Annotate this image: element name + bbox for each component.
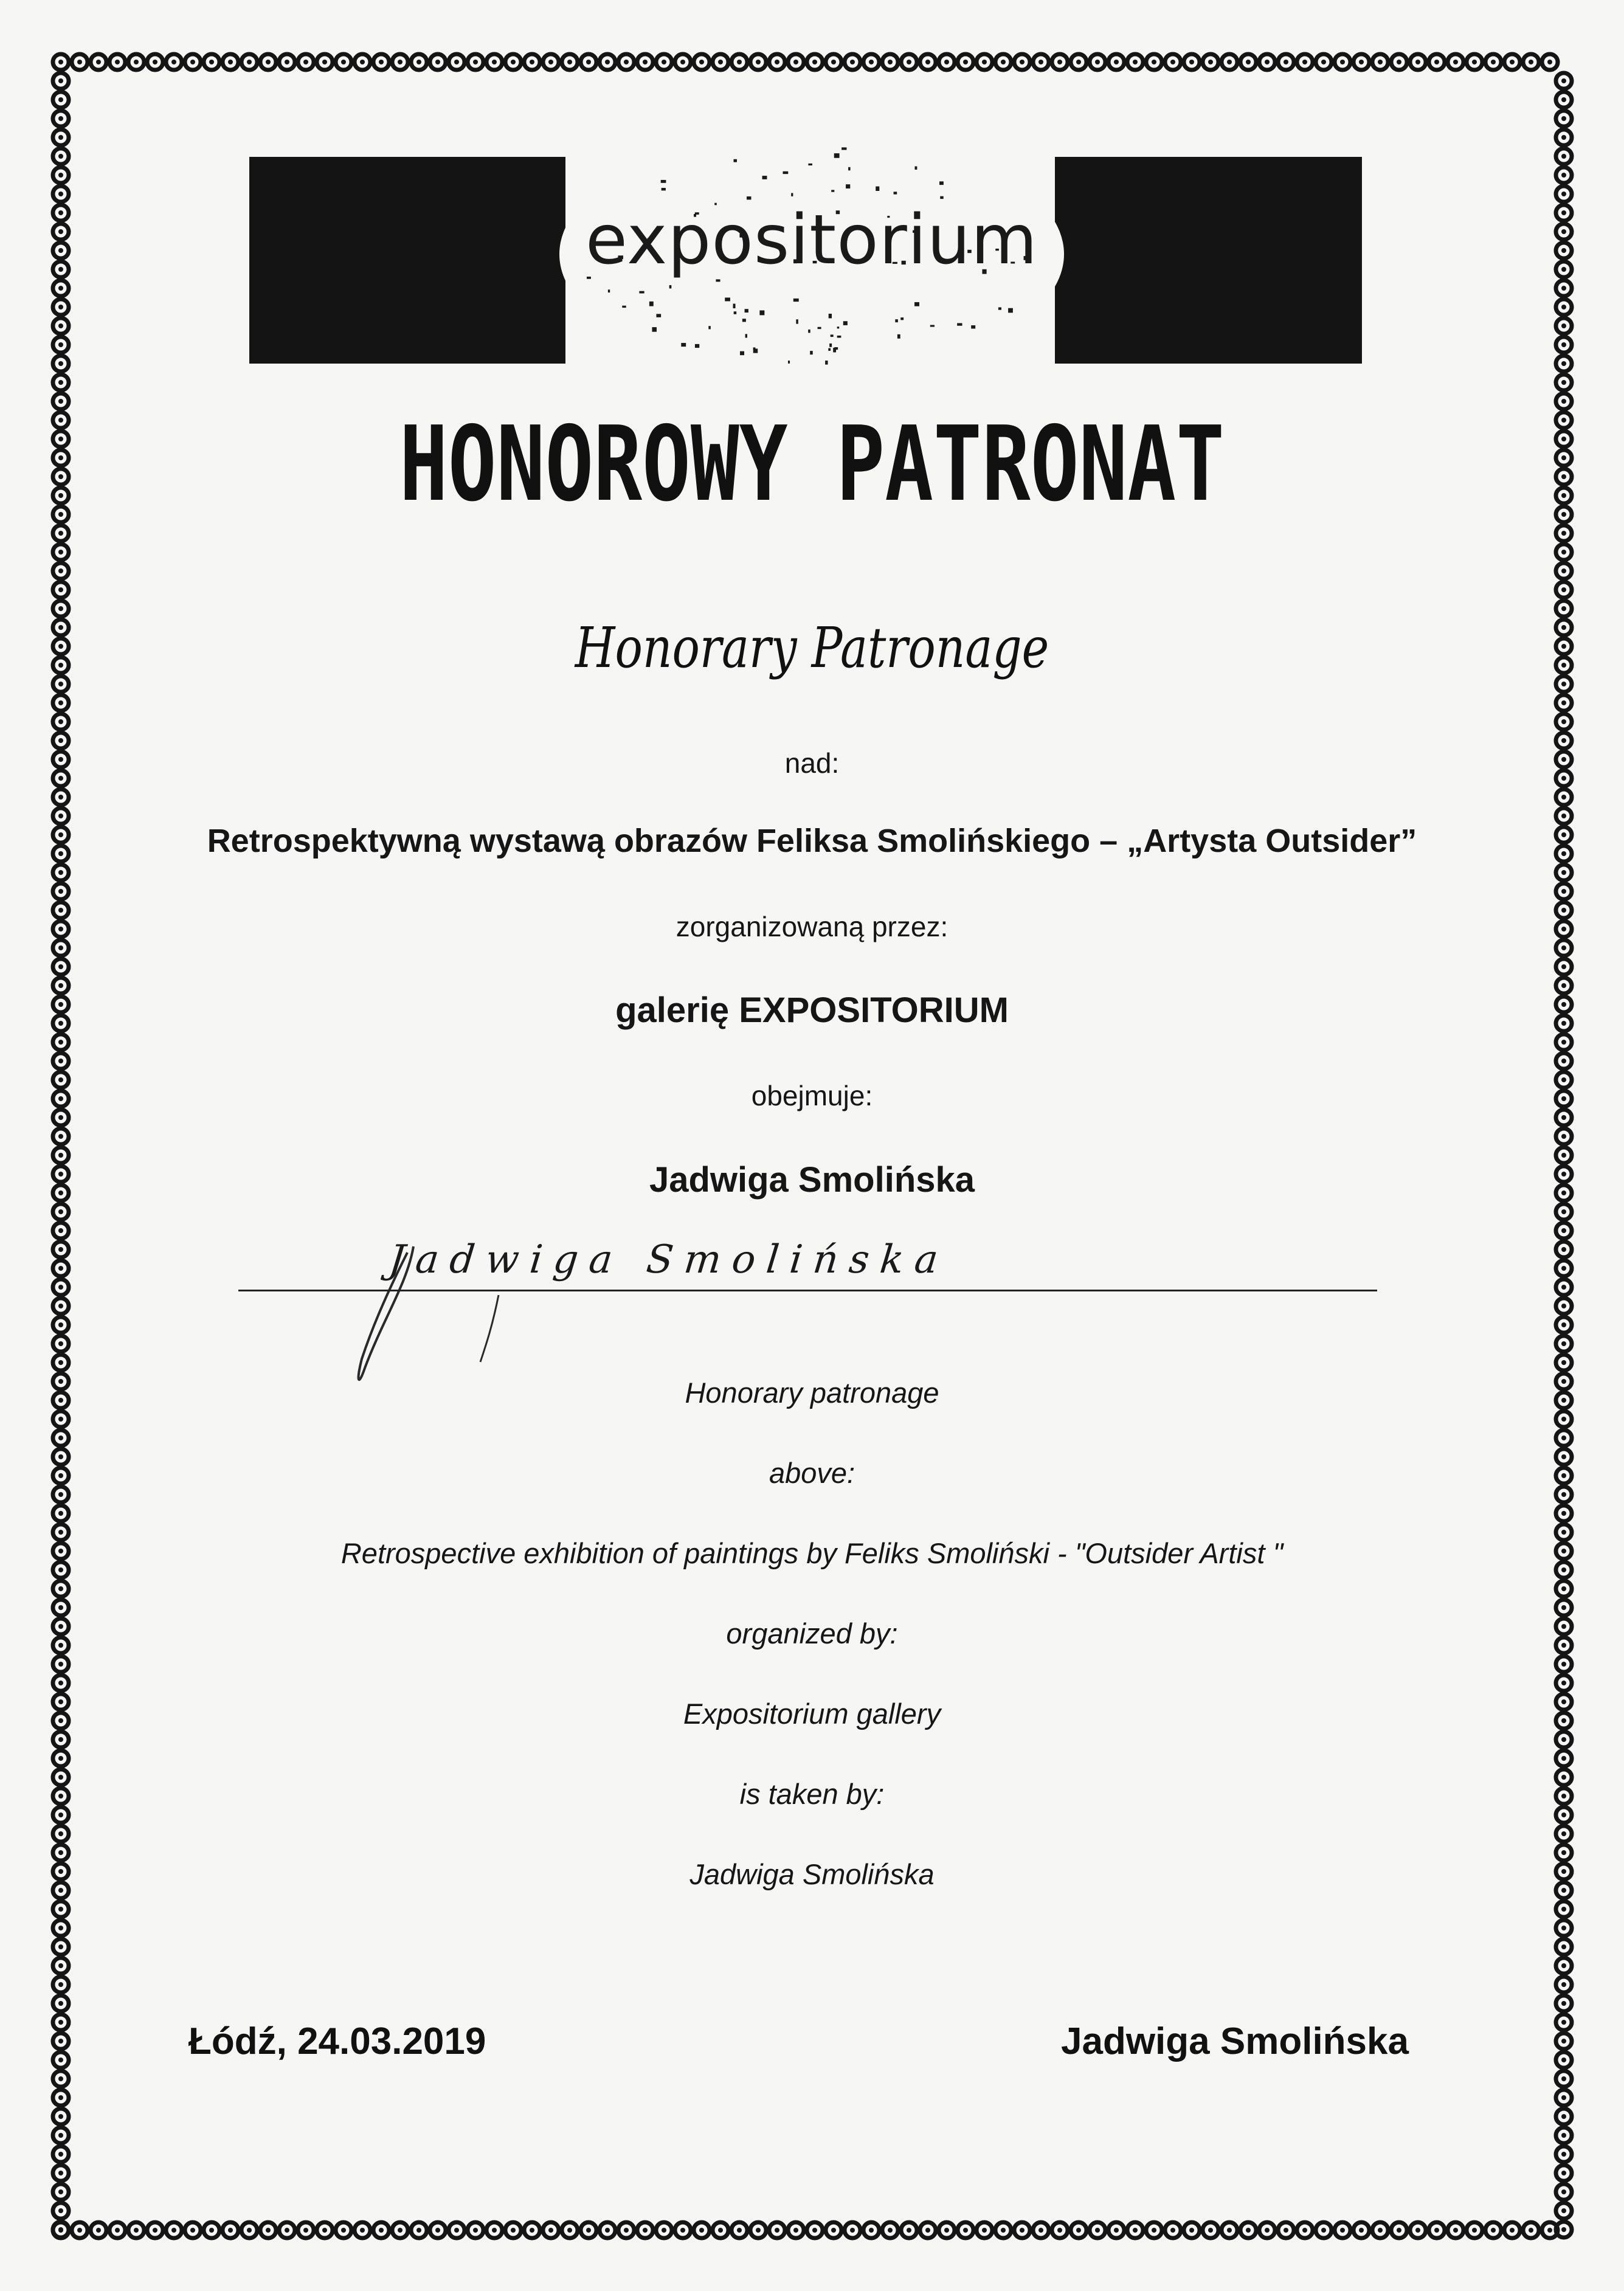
gallery-name-en: Expositorium gallery bbox=[683, 1698, 941, 1730]
patron-name-en: Jadwiga Smolińska bbox=[689, 1858, 935, 1890]
text-takes-pl: obejmuje: bbox=[751, 1080, 873, 1111]
logo-banner-left bbox=[249, 157, 565, 364]
logo-banner-right bbox=[1055, 157, 1362, 364]
exhibition-title-pl: Retrospektywną wystawą obrazów Feliksa Smolińskiego – „Artysta Outsider” bbox=[207, 823, 1417, 859]
footer-signatory: Jadwiga Smolińska bbox=[1061, 2020, 1409, 2062]
above-en: above: bbox=[769, 1457, 855, 1489]
logo-wordmark: expositorium bbox=[586, 201, 1038, 280]
certificate-subtitle: Honorary Patronage bbox=[575, 615, 1049, 680]
text-organized-pl: zorganizowaną przez: bbox=[676, 911, 948, 942]
patronage-en: Honorary patronage bbox=[685, 1377, 939, 1409]
place-and-date: Łódź, 24.03.2019 bbox=[188, 2020, 486, 2062]
text-nad: nad: bbox=[784, 747, 840, 779]
patron-name-pl: Jadwiga Smolińska bbox=[649, 1160, 975, 1200]
gallery-name-pl: galerię EXPOSITORIUM bbox=[615, 990, 1009, 1030]
certificate-title: HONOROWY PATRONAT bbox=[399, 404, 1225, 525]
organized-en: organized by: bbox=[726, 1617, 898, 1650]
signature-line bbox=[238, 1290, 1377, 1291]
signature-text: Jadwiga Smolińska bbox=[387, 1237, 952, 1282]
taken-en: is taken by: bbox=[739, 1778, 885, 1810]
exhibition-title-en: Retrospective exhibition of paintings by Feliks Smoliński - "Outsider Artist " bbox=[340, 1537, 1284, 1569]
